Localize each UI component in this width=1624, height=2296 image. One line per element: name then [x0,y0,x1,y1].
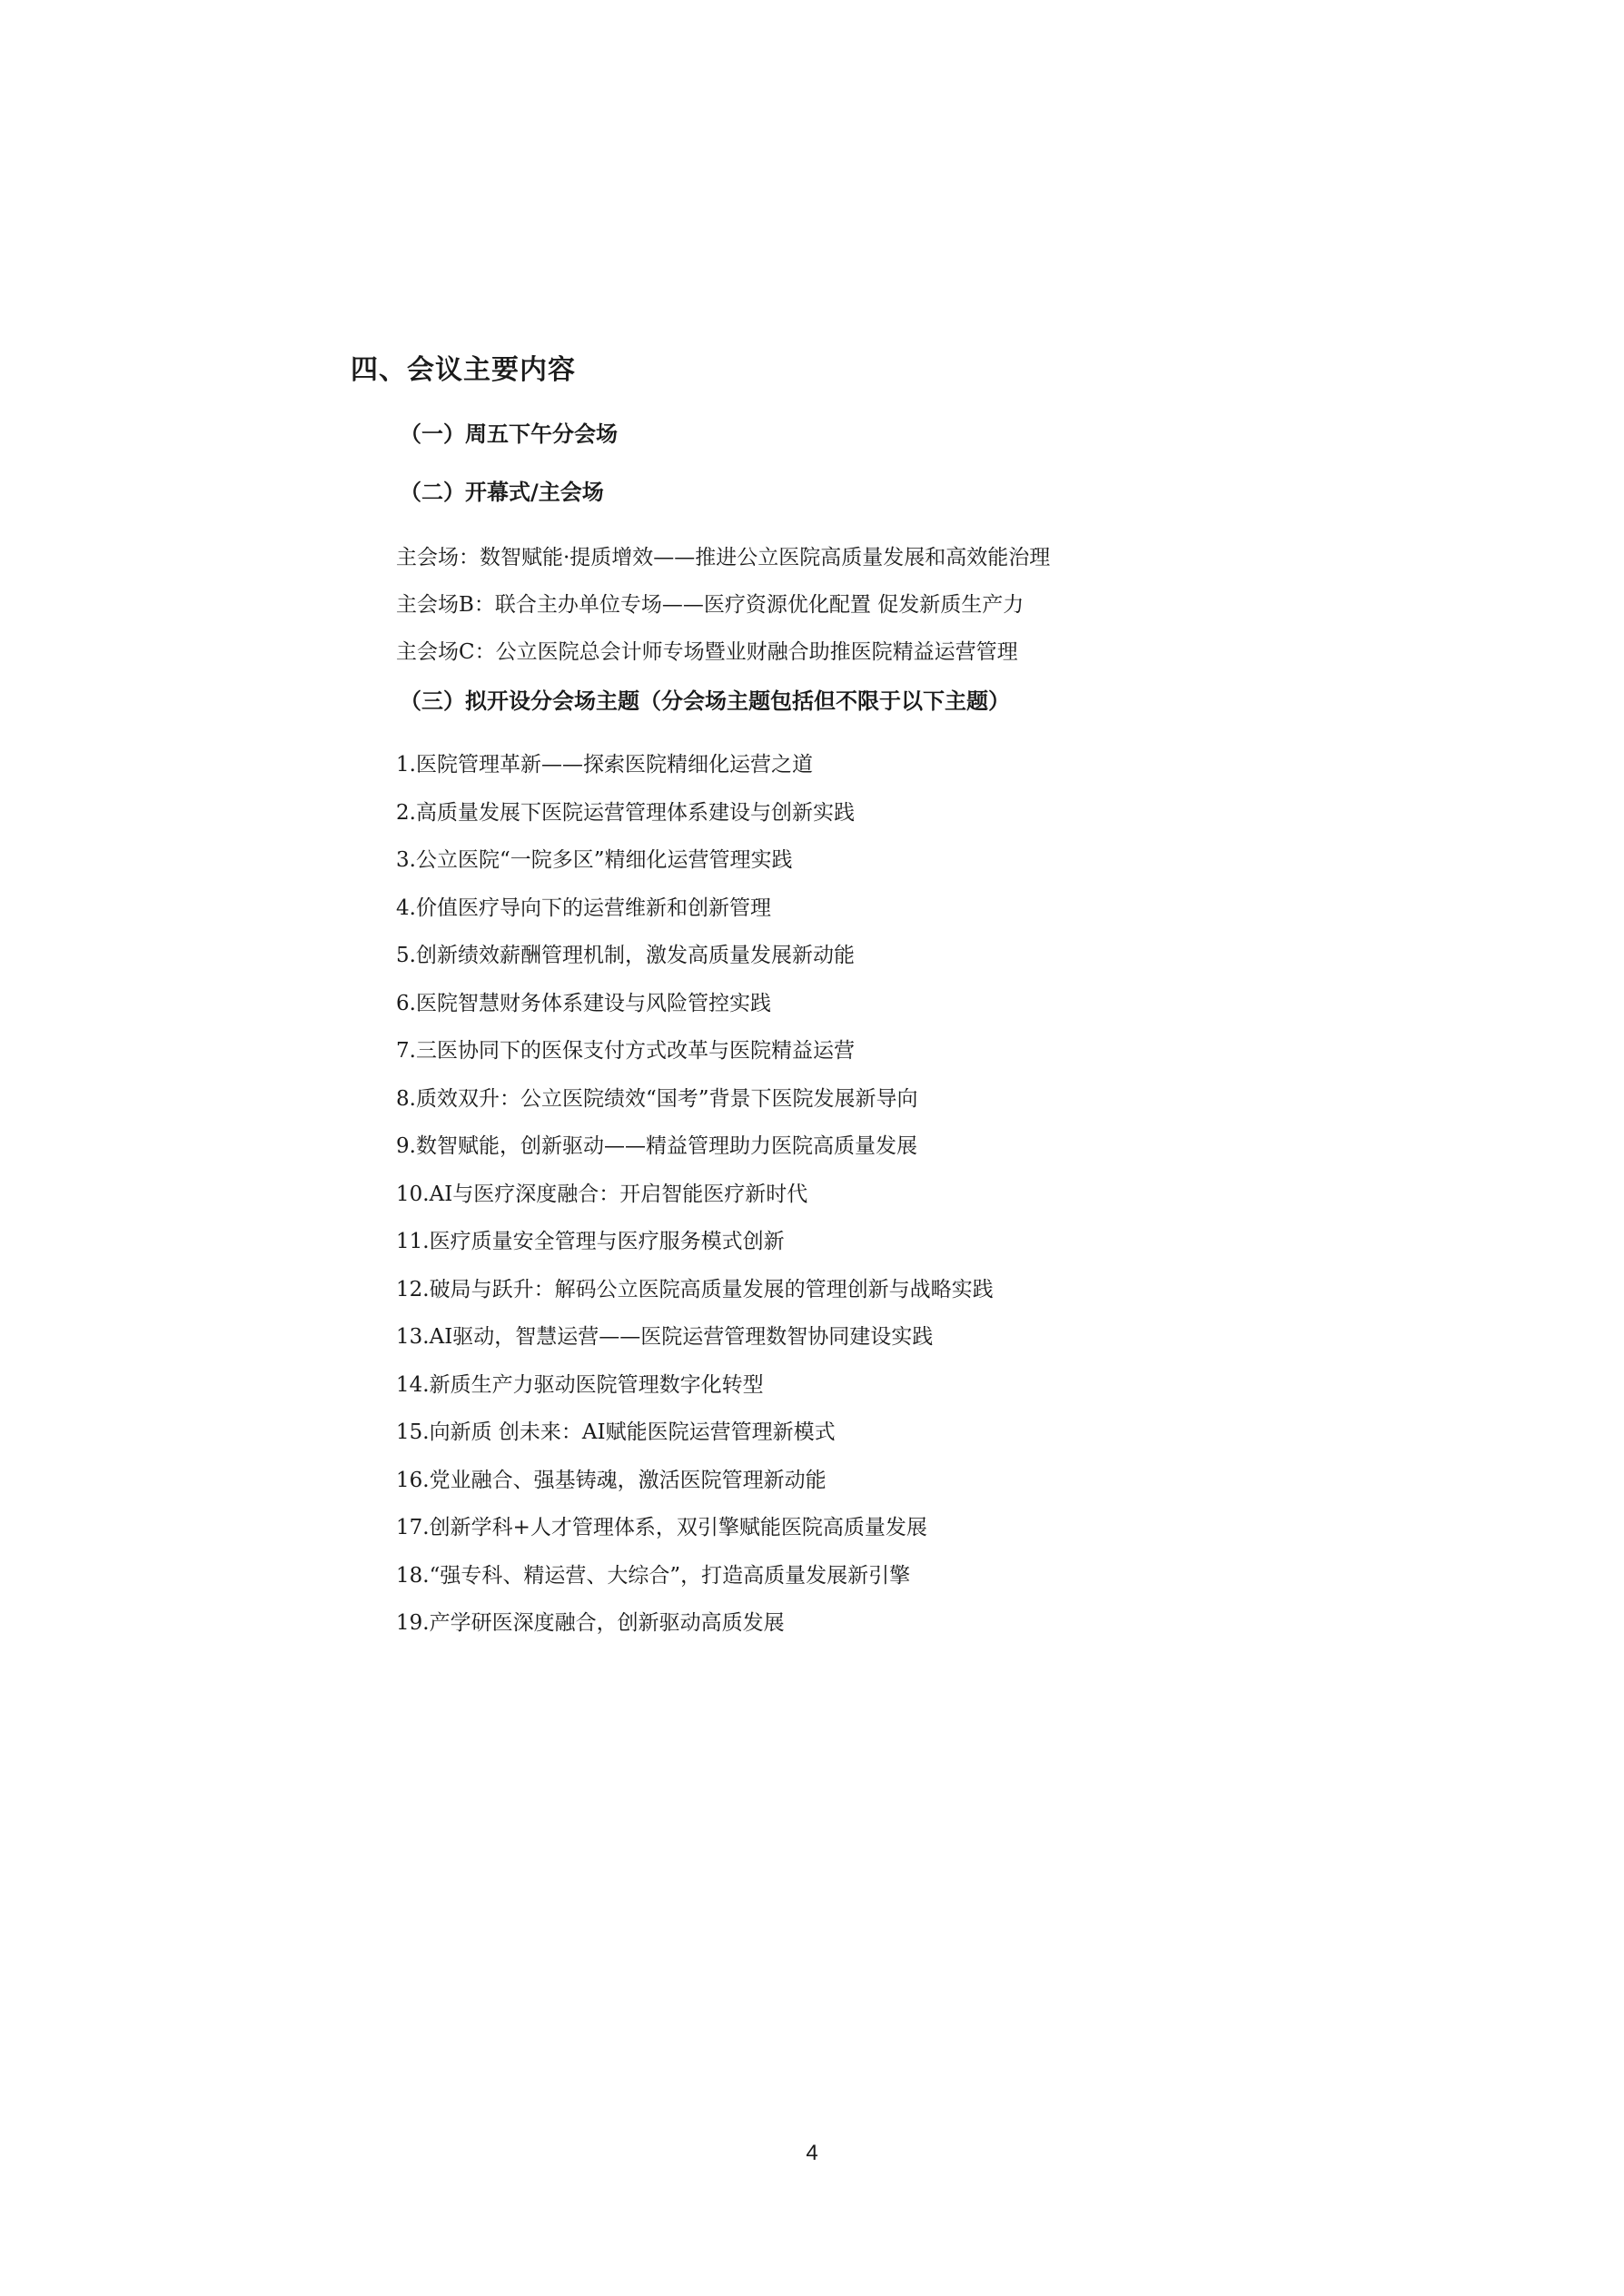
main-venue-item: 主会场C：公立医院总会计师专场暨业财融合助推医院精益运营管理 [396,640,1018,664]
topic-list [396,741,994,1648]
topic-item: 14.新质生产力驱动医院管理数字化转型 [396,1372,764,1397]
main-venue-item: 主会场：数智赋能·提质增效——推进公立医院高质量发展和高效能治理 [396,546,1051,569]
topic-item: 8.质效双升：公立医院绩效“国考”背景下医院发展新导向 [396,1086,918,1111]
main-venue-item: 主会场B：联合主办单位专场——医疗资源优化配置 促发新质生产力 [396,593,1025,617]
subheading-session-topics: （三）拟开设分会场主题（分会场主题包括但不限于以下主题） [400,688,1010,714]
topic-item: 16.党业融合、强基铸魂，激活医院管理新动能 [396,1468,827,1492]
topic-item: 18.“强专科、精运营、大综合”，打造高质量发展新引擎 [396,1563,911,1588]
topic-item: 4.价值医疗导向下的运营维新和创新管理 [396,896,771,920]
topic-item: 15.向新质 创未来：AI赋能医院运营管理新模式 [396,1420,836,1444]
topic-item: 1.医院管理革新——探索医院精细化运营之道 [396,753,813,777]
main-venue-list [396,534,1050,676]
topic-item: 9.数智赋能，创新驱动——精益管理助力医院高质量发展 [396,1134,917,1158]
topic-item: 3.公立医院“一院多区”精细化运营管理实践 [396,848,793,872]
section-heading: 四、会议主要内容 [351,354,576,386]
page-number: 4 [806,2141,818,2165]
topic-item: 12.破局与跃升：解码公立医院高质量发展的管理创新与战略实践 [396,1277,994,1301]
topic-item: 6.医院智慧财务体系建设与风险管控实践 [396,991,771,1015]
subheading-friday-sessions: （一）周五下午分会场 [400,421,618,447]
topic-item: 2.高质量发展下医院运营管理体系建设与创新实践 [396,800,855,825]
topic-item: 13.AI驱动，智慧运营——医院运营管理数智协同建设实践 [396,1325,934,1349]
topic-item: 11.医疗质量安全管理与医疗服务模式创新 [396,1230,785,1253]
topic-item: 17.创新学科+人才管理体系，双引擎赋能医院高质量发展 [396,1516,927,1539]
topic-item: 5.创新绩效薪酬管理机制，激发高质量发展新动能 [396,944,855,967]
topic-item: 7.三医协同下的医保支付方式改革与医院精益运营 [396,1039,855,1063]
topic-item: 19.产学研医深度融合，创新驱动高质发展 [396,1611,785,1635]
subheading-opening-main-venue: （二）开幕式/主会场 [400,480,604,505]
topic-item: 10.AI与医疗深度融合：开启智能医疗新时代 [396,1182,808,1206]
